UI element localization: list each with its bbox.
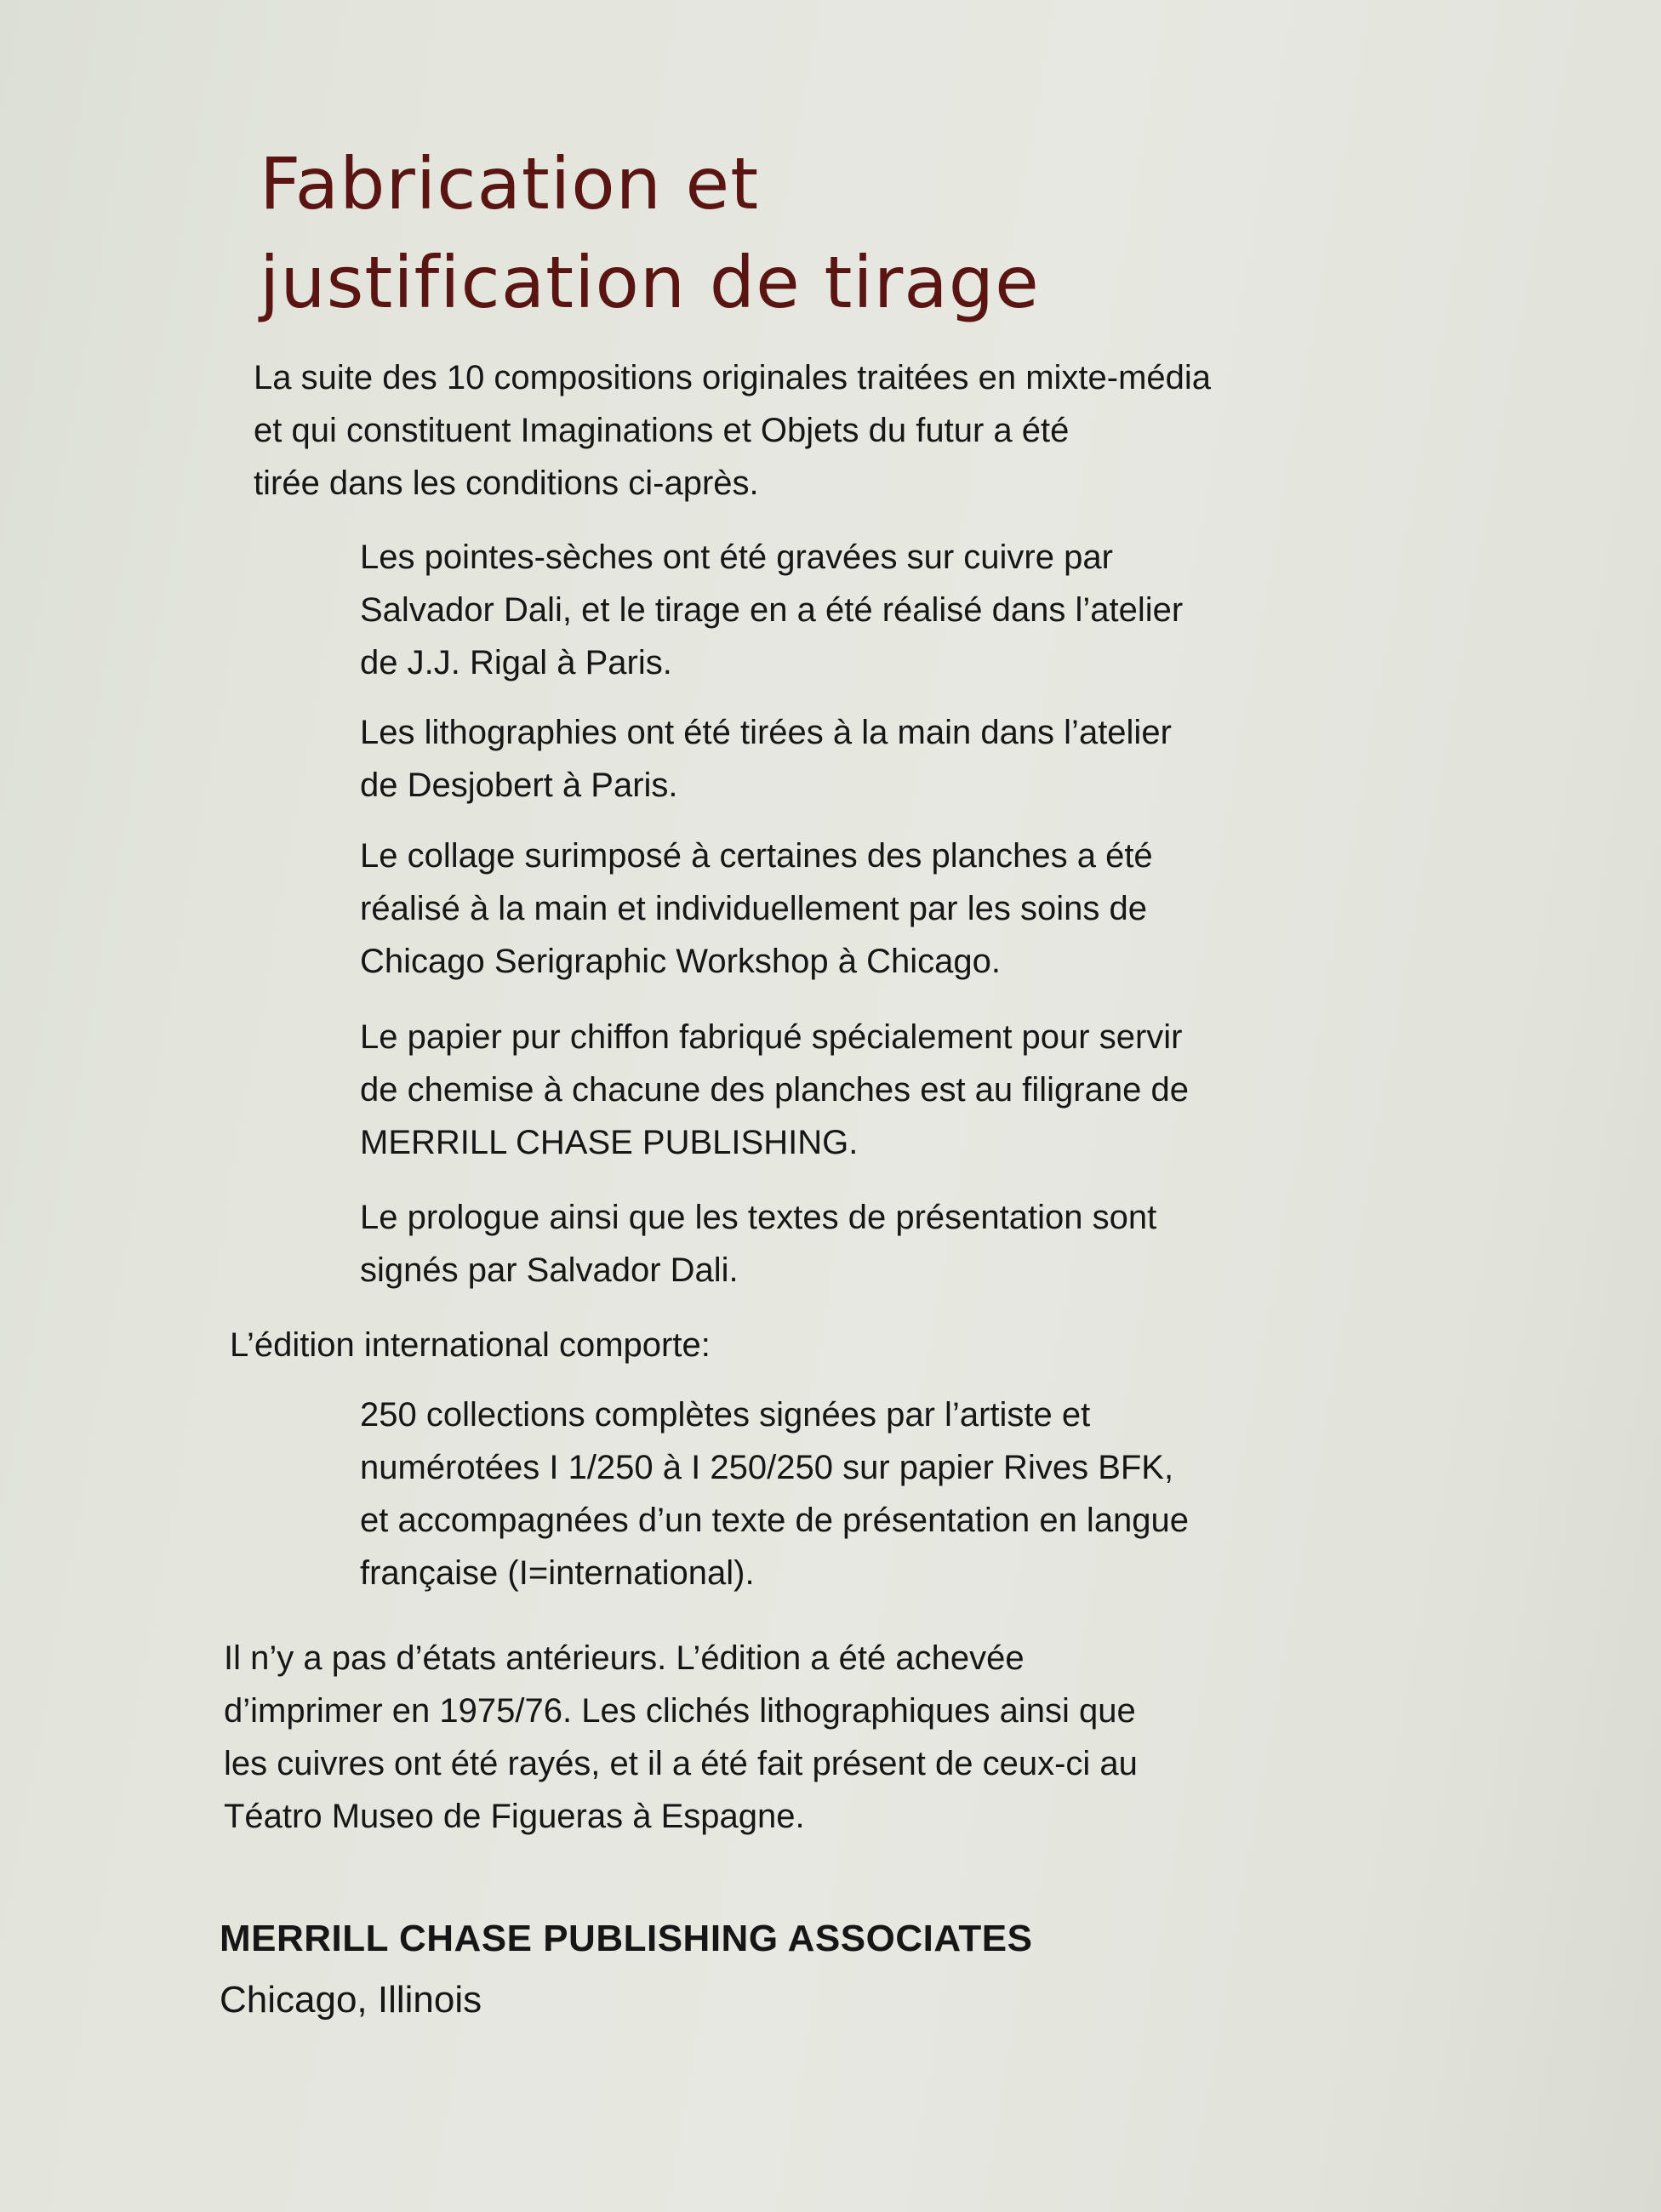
prologue-paragraph (360, 1191, 1156, 1297)
edition-heading: L’édition international comporte: (230, 1326, 711, 1364)
paragraph-line: de chemise à chacune des planches est au filigrane de (360, 1071, 1189, 1109)
intro-line: La suite des 10 compositions originales traitées en mixte-média (254, 359, 1212, 396)
title-line-1: Fabrication et (260, 142, 760, 225)
intro-line: tirée dans les conditions ci-après. (254, 465, 759, 502)
paragraph-line: MERRILL CHASE PUBLISHING. (360, 1124, 859, 1161)
paragraph-line: Les pointes-sèches ont été gravées sur cuivre par (360, 539, 1113, 576)
paragraph-line: Chicago Serigraphic Workshop à Chicago. (360, 943, 1001, 980)
lithography-paragraph (360, 706, 1172, 812)
paper-paragraph (360, 1011, 1189, 1169)
closing-paragraph (224, 1632, 1138, 1843)
publisher-name: MERRILL CHASE PUBLISHING ASSOCIATES (220, 1918, 1033, 1959)
paragraph-line: Salvador Dali, et le tirage en a été réalisé dans l’atelier (360, 591, 1184, 629)
intro-line: et qui constituent Imaginations et Objets du futur a été (254, 412, 1070, 449)
paragraph-line: signés par Salvador Dali. (360, 1251, 739, 1289)
paragraph-line: d’imprimer en 1975/76. Les clichés lithographiques ainsi que (224, 1692, 1136, 1730)
paragraph-line: Le collage surimposé à certaines des planches a été (360, 837, 1153, 875)
paragraph-line: 250 collections complètes signées par l’artiste et (360, 1396, 1091, 1434)
title-line-2: justification de tirage (260, 241, 1040, 324)
paragraph-line: les cuivres ont été rayés, et il a été fait présent de ceux-ci au (224, 1745, 1138, 1782)
page-title (260, 134, 1040, 332)
intro-paragraph (254, 351, 1211, 510)
collage-paragraph (360, 830, 1153, 988)
edition-details-paragraph (360, 1388, 1189, 1599)
drypoint-paragraph (360, 531, 1183, 689)
publisher-location: Chicago, Illinois (220, 1979, 482, 2021)
paragraph-line: Il n’y a pas d’états antérieurs. L’édition a été achevée (224, 1639, 1025, 1677)
paragraph-line: Le papier pur chiffon fabriqué spécialement pour servir (360, 1018, 1183, 1056)
paragraph-line: de Desjobert à Paris. (360, 767, 678, 804)
paragraph-line: et accompagnées d’un texte de présentation en langue (360, 1502, 1190, 1539)
paragraph-line: Téatro Museo de Figueras à Espagne. (224, 1798, 805, 1835)
paragraph-line: Le prologue ainsi que les textes de présentation sont (360, 1199, 1157, 1236)
paragraph-line: française (I=international). (360, 1554, 755, 1592)
paragraph-line: réalisé à la main et individuellement par les soins de (360, 890, 1147, 927)
paragraph-line: numérotées I 1/250 à I 250/250 sur papier Rives BFK, (360, 1449, 1174, 1486)
paragraph-line: Les lithographies ont été tirées à la main dans l’atelier (360, 714, 1172, 751)
paragraph-line: de J.J. Rigal à Paris. (360, 644, 672, 681)
